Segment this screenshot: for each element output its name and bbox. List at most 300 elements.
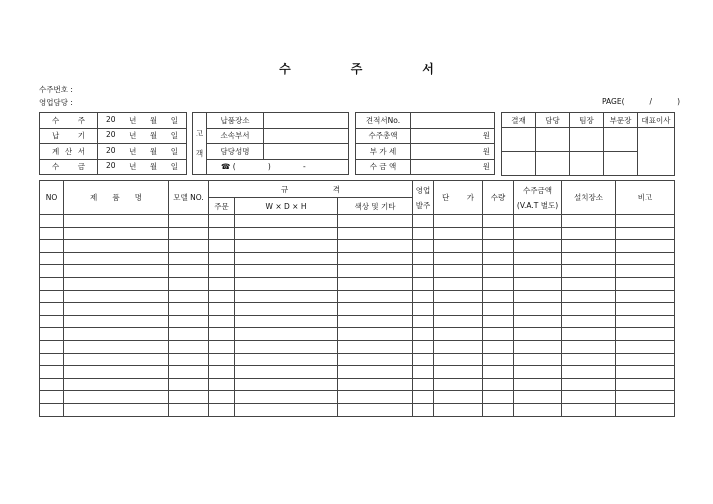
table-cell[interactable]	[434, 378, 483, 391]
table-cell[interactable]	[338, 215, 413, 228]
approval-header: 부문장	[604, 113, 638, 128]
page-close: )	[677, 97, 680, 106]
customer-phone[interactable]	[207, 159, 349, 175]
table-cell[interactable]	[209, 240, 235, 253]
table-cell[interactable]	[235, 366, 338, 379]
estimate-label: 수 금 액	[356, 159, 411, 175]
table-cell[interactable]	[616, 252, 675, 265]
table-cell[interactable]	[209, 215, 235, 228]
table-cell[interactable]	[338, 303, 413, 316]
table-cell[interactable]	[64, 391, 169, 404]
table-cell[interactable]	[209, 315, 235, 328]
col-dimension: W × D × H	[235, 198, 338, 215]
table-cell[interactable]	[616, 303, 675, 316]
table-cell[interactable]	[235, 215, 338, 228]
table-cell[interactable]	[209, 265, 235, 278]
table-cell[interactable]	[483, 290, 514, 303]
table-cell[interactable]	[434, 252, 483, 265]
table-cell[interactable]	[235, 290, 338, 303]
table-cell[interactable]	[483, 315, 514, 328]
date-value[interactable]	[98, 144, 187, 160]
date-row	[40, 144, 187, 160]
table-cell[interactable]	[562, 340, 616, 353]
table-cell[interactable]	[483, 277, 514, 290]
table-cell[interactable]	[64, 340, 169, 353]
table-cell[interactable]	[169, 403, 209, 416]
table-cell[interactable]	[209, 378, 235, 391]
table-cell[interactable]	[413, 303, 434, 316]
table-cell[interactable]	[40, 366, 64, 379]
table-cell[interactable]	[483, 227, 514, 240]
table-cell[interactable]	[169, 240, 209, 253]
table-cell[interactable]	[209, 290, 235, 303]
col-amount-line: (V.A.T 별도)	[516, 200, 559, 210]
table-cell[interactable]	[616, 378, 675, 391]
table-cell[interactable]	[483, 378, 514, 391]
table-cell[interactable]	[209, 366, 235, 379]
table-cell[interactable]	[209, 391, 235, 404]
table-cell[interactable]	[169, 252, 209, 265]
table-cell[interactable]	[209, 277, 235, 290]
customer-field-label: 납품장소	[207, 113, 264, 129]
table-cell[interactable]	[616, 315, 675, 328]
table-row	[40, 215, 675, 228]
table-cell[interactable]	[514, 215, 562, 228]
table-cell[interactable]	[434, 353, 483, 366]
table-cell[interactable]	[616, 290, 675, 303]
table-cell[interactable]	[235, 353, 338, 366]
table-cell[interactable]	[169, 391, 209, 404]
col-sales-order	[413, 181, 434, 215]
table-cell[interactable]	[562, 303, 616, 316]
customer-field-label: 소속부서	[207, 128, 264, 144]
col-product-char: 제	[90, 193, 98, 202]
table-cell[interactable]	[483, 391, 514, 404]
sales-rep-label: 영업담당 :	[39, 98, 73, 107]
col-price-char: 가	[466, 193, 475, 202]
col-product-char: 품	[112, 193, 120, 202]
date-label-char: 산	[64, 146, 73, 156]
estimate-box	[355, 112, 495, 175]
date-row	[40, 159, 187, 175]
table-cell[interactable]	[338, 290, 413, 303]
table-cell[interactable]	[434, 227, 483, 240]
table-cell[interactable]	[64, 315, 169, 328]
table-cell[interactable]	[40, 265, 64, 278]
table-cell[interactable]	[338, 340, 413, 353]
order-no-label: 수주번호 :	[39, 85, 73, 94]
table-cell[interactable]	[338, 391, 413, 404]
table-cell[interactable]	[40, 227, 64, 240]
table-cell[interactable]	[413, 227, 434, 240]
table-cell[interactable]	[562, 403, 616, 416]
table-cell[interactable]	[209, 252, 235, 265]
page-indicator	[602, 97, 680, 106]
approval-header: 대표이사	[638, 113, 675, 128]
table-cell[interactable]	[40, 378, 64, 391]
table-cell[interactable]	[434, 240, 483, 253]
table-cell[interactable]	[562, 378, 616, 391]
date-label-char: 금	[77, 162, 85, 172]
table-row	[40, 378, 675, 391]
table-cell[interactable]	[64, 366, 169, 379]
date-label-char: 주	[77, 115, 85, 125]
date-label	[40, 128, 98, 144]
col-sales-line: 발주	[415, 200, 431, 210]
table-cell[interactable]	[413, 315, 434, 328]
table-cell[interactable]	[235, 391, 338, 404]
date-label	[40, 144, 98, 160]
approval-header: 결재	[502, 113, 536, 128]
table-row	[40, 366, 675, 379]
table-cell[interactable]	[169, 227, 209, 240]
table-cell[interactable]	[40, 328, 64, 341]
date-label-char: 서	[77, 146, 85, 156]
table-cell[interactable]	[169, 315, 209, 328]
table-cell[interactable]	[64, 215, 169, 228]
approval-signature-cell[interactable]	[502, 152, 536, 176]
table-cell[interactable]	[483, 366, 514, 379]
table-cell[interactable]	[514, 277, 562, 290]
date-part: 일	[170, 162, 178, 172]
approval-signature-cell[interactable]	[638, 128, 675, 152]
table-cell[interactable]	[434, 290, 483, 303]
table-cell[interactable]	[483, 303, 514, 316]
col-amount	[514, 181, 562, 215]
table-cell[interactable]	[514, 240, 562, 253]
col-spec	[209, 181, 413, 198]
table-cell[interactable]	[169, 353, 209, 366]
date-value[interactable]	[98, 113, 187, 129]
approval-header: 담당	[536, 113, 570, 128]
table-cell[interactable]	[209, 403, 235, 416]
table-cell[interactable]	[338, 403, 413, 416]
table-cell[interactable]	[434, 303, 483, 316]
table-cell[interactable]	[235, 378, 338, 391]
phone-close: )	[267, 162, 271, 172]
table-cell[interactable]	[413, 328, 434, 341]
table-cell[interactable]	[562, 265, 616, 278]
date-label	[40, 113, 98, 129]
date-part: 월	[149, 115, 158, 125]
table-cell[interactable]	[562, 277, 616, 290]
table-cell[interactable]	[562, 252, 616, 265]
table-cell[interactable]	[64, 353, 169, 366]
table-cell[interactable]	[64, 240, 169, 253]
table-cell[interactable]	[562, 328, 616, 341]
table-cell[interactable]	[338, 227, 413, 240]
phone-open: (	[232, 162, 236, 172]
table-cell[interactable]	[434, 315, 483, 328]
table-cell[interactable]	[413, 340, 434, 353]
table-cell[interactable]	[235, 227, 338, 240]
approval-signature-cell[interactable]	[638, 152, 675, 176]
table-cell[interactable]	[616, 265, 675, 278]
table-cell[interactable]	[209, 328, 235, 341]
table-cell[interactable]	[434, 215, 483, 228]
table-cell[interactable]	[483, 403, 514, 416]
table-cell[interactable]	[338, 277, 413, 290]
table-cell[interactable]	[40, 303, 64, 316]
customer-side-label	[193, 113, 207, 175]
table-cell[interactable]	[413, 252, 434, 265]
table-cell[interactable]	[40, 240, 64, 253]
table-cell[interactable]	[616, 328, 675, 341]
table-cell[interactable]	[616, 403, 675, 416]
col-order: 주문	[209, 198, 235, 215]
table-cell[interactable]	[235, 252, 338, 265]
table-cell[interactable]	[40, 340, 64, 353]
table-cell[interactable]	[40, 353, 64, 366]
table-cell[interactable]	[338, 315, 413, 328]
table-cell[interactable]	[235, 403, 338, 416]
table-cell[interactable]	[235, 315, 338, 328]
table-cell[interactable]	[64, 378, 169, 391]
date-value[interactable]	[98, 159, 187, 175]
date-part: 일	[170, 115, 178, 125]
table-cell[interactable]	[413, 265, 434, 278]
table-cell[interactable]	[64, 277, 169, 290]
estimate-row	[356, 144, 495, 160]
table-cell[interactable]	[235, 340, 338, 353]
order-items-table	[39, 180, 675, 417]
approval-signature-cell[interactable]	[502, 128, 536, 152]
table-cell[interactable]	[169, 290, 209, 303]
date-label-char: 계	[52, 146, 60, 156]
date-value[interactable]	[98, 128, 187, 144]
table-cell[interactable]	[562, 353, 616, 366]
table-row	[40, 265, 675, 278]
table-cell[interactable]	[562, 215, 616, 228]
col-sales-line: 영업	[415, 185, 431, 195]
page-label: PAGE(	[602, 97, 625, 106]
table-cell[interactable]	[209, 303, 235, 316]
table-cell[interactable]	[413, 240, 434, 253]
table-cell[interactable]	[562, 391, 616, 404]
table-cell[interactable]	[64, 252, 169, 265]
table-cell[interactable]	[514, 315, 562, 328]
date-label	[40, 159, 98, 175]
table-cell[interactable]	[514, 378, 562, 391]
table-cell[interactable]	[64, 265, 169, 278]
table-cell[interactable]	[483, 252, 514, 265]
estimate-row	[356, 128, 495, 144]
table-cell[interactable]	[235, 240, 338, 253]
col-price	[434, 181, 483, 215]
table-cell[interactable]	[514, 265, 562, 278]
date-box	[39, 112, 187, 175]
table-cell[interactable]	[483, 240, 514, 253]
table-cell[interactable]	[64, 328, 169, 341]
col-note: 비고	[616, 181, 675, 215]
table-cell[interactable]	[40, 315, 64, 328]
table-cell[interactable]	[169, 340, 209, 353]
table-cell[interactable]	[64, 290, 169, 303]
estimate-value[interactable]: 원	[411, 144, 495, 160]
table-cell[interactable]	[483, 265, 514, 278]
date-label-char: 수	[52, 115, 60, 125]
table-row	[40, 353, 675, 366]
table-row	[40, 252, 675, 265]
table-row	[40, 277, 675, 290]
table-cell[interactable]	[483, 328, 514, 341]
table-cell[interactable]	[40, 290, 64, 303]
table-cell[interactable]	[169, 303, 209, 316]
table-cell[interactable]	[235, 328, 338, 341]
table-cell[interactable]	[169, 265, 209, 278]
col-product	[64, 181, 169, 215]
customer-field-value[interactable]	[264, 128, 349, 144]
table-row	[40, 315, 675, 328]
table-cell[interactable]	[40, 252, 64, 265]
date-part: 년	[129, 131, 137, 141]
table-cell[interactable]	[169, 366, 209, 379]
table-cell[interactable]	[338, 353, 413, 366]
table-cell[interactable]	[434, 340, 483, 353]
estimate-label: 부 가 세	[356, 144, 411, 160]
estimate-value[interactable]: 원	[411, 128, 495, 144]
table-cell[interactable]	[64, 403, 169, 416]
col-product-char: 명	[134, 193, 142, 202]
date-label-char: 수	[52, 162, 60, 172]
table-cell[interactable]	[169, 277, 209, 290]
table-cell[interactable]	[483, 340, 514, 353]
table-cell[interactable]	[514, 366, 562, 379]
estimate-label: 수주총액	[356, 128, 411, 144]
title-char: 서	[422, 62, 434, 76]
table-cell[interactable]	[514, 403, 562, 416]
table-cell[interactable]	[434, 328, 483, 341]
table-cell[interactable]	[413, 378, 434, 391]
estimate-row	[356, 159, 495, 175]
table-cell[interactable]	[209, 340, 235, 353]
table-row	[40, 340, 675, 353]
table-cell[interactable]	[64, 227, 169, 240]
date-row	[40, 128, 187, 144]
table-cell[interactable]	[616, 277, 675, 290]
table-cell[interactable]	[483, 215, 514, 228]
table-cell[interactable]	[413, 353, 434, 366]
date-part: 20	[106, 130, 116, 140]
table-cell[interactable]	[616, 240, 675, 253]
table-cell[interactable]	[514, 391, 562, 404]
table-cell[interactable]	[434, 265, 483, 278]
col-color: 색상 및 기타	[338, 198, 413, 215]
approval-box	[501, 112, 675, 176]
table-cell[interactable]	[209, 227, 235, 240]
table-row	[40, 290, 675, 303]
estimate-value[interactable]	[411, 113, 495, 129]
table-cell[interactable]	[514, 252, 562, 265]
table-cell[interactable]	[616, 215, 675, 228]
date-part: 20	[106, 114, 116, 124]
table-row	[40, 240, 675, 253]
table-cell[interactable]	[434, 366, 483, 379]
table-cell[interactable]	[514, 290, 562, 303]
table-cell[interactable]	[514, 303, 562, 316]
col-install: 설치장소	[562, 181, 616, 215]
date-part: 월	[149, 146, 158, 156]
table-cell[interactable]	[514, 328, 562, 341]
approval-header: 팀장	[570, 113, 604, 128]
table-cell[interactable]	[338, 328, 413, 341]
date-label-char: 기	[77, 131, 85, 141]
table-cell[interactable]	[562, 240, 616, 253]
table-cell[interactable]	[413, 290, 434, 303]
col-amount-line: 수주금액	[523, 185, 553, 195]
table-cell[interactable]	[338, 378, 413, 391]
table-cell[interactable]	[40, 403, 64, 416]
customer-field-value[interactable]	[264, 144, 349, 160]
table-cell[interactable]	[64, 303, 169, 316]
table-cell[interactable]	[40, 277, 64, 290]
table-cell[interactable]	[483, 353, 514, 366]
table-cell[interactable]	[413, 277, 434, 290]
table-cell[interactable]	[169, 328, 209, 341]
table-cell[interactable]	[616, 391, 675, 404]
table-cell[interactable]	[209, 353, 235, 366]
table-cell[interactable]	[434, 277, 483, 290]
approval-signature-cell[interactable]	[604, 128, 638, 152]
date-part: 20	[106, 161, 116, 171]
table-cell[interactable]	[562, 366, 616, 379]
table-row	[40, 227, 675, 240]
table-cell[interactable]	[413, 366, 434, 379]
table-cell[interactable]	[616, 366, 675, 379]
table-cell[interactable]	[514, 227, 562, 240]
table-row	[40, 403, 675, 416]
table-cell[interactable]	[235, 303, 338, 316]
table-cell[interactable]	[616, 340, 675, 353]
table-cell[interactable]	[338, 240, 413, 253]
table-cell[interactable]	[413, 403, 434, 416]
table-cell[interactable]	[616, 227, 675, 240]
table-cell[interactable]	[338, 265, 413, 278]
table-cell[interactable]	[40, 215, 64, 228]
table-cell[interactable]	[562, 227, 616, 240]
approval-signature-cell[interactable]	[570, 128, 604, 152]
table-cell[interactable]	[514, 353, 562, 366]
table-cell[interactable]	[514, 340, 562, 353]
table-cell[interactable]	[235, 265, 338, 278]
table-cell[interactable]	[413, 215, 434, 228]
date-part: 년	[129, 115, 137, 125]
date-part: 일	[170, 146, 178, 156]
date-label-char: 납	[52, 131, 60, 141]
customer-field-value[interactable]	[264, 113, 349, 129]
approval-signature-cell[interactable]	[604, 152, 638, 176]
table-cell[interactable]	[562, 315, 616, 328]
title-char: 수	[279, 62, 291, 76]
table-cell[interactable]	[562, 290, 616, 303]
estimate-value[interactable]: 원	[411, 159, 495, 175]
table-cell[interactable]	[434, 391, 483, 404]
table-cell[interactable]	[338, 252, 413, 265]
approval-signature-cell[interactable]	[536, 152, 570, 176]
table-cell[interactable]	[413, 391, 434, 404]
table-cell[interactable]	[616, 353, 675, 366]
table-cell[interactable]	[169, 378, 209, 391]
approval-signature-cell[interactable]	[536, 128, 570, 152]
col-spec-char: 규	[281, 184, 289, 194]
table-cell[interactable]	[338, 366, 413, 379]
table-cell[interactable]	[235, 277, 338, 290]
customer-box	[192, 112, 349, 175]
table-cell[interactable]	[169, 215, 209, 228]
table-cell[interactable]	[434, 403, 483, 416]
approval-signature-cell[interactable]	[570, 152, 604, 176]
table-cell[interactable]	[40, 391, 64, 404]
